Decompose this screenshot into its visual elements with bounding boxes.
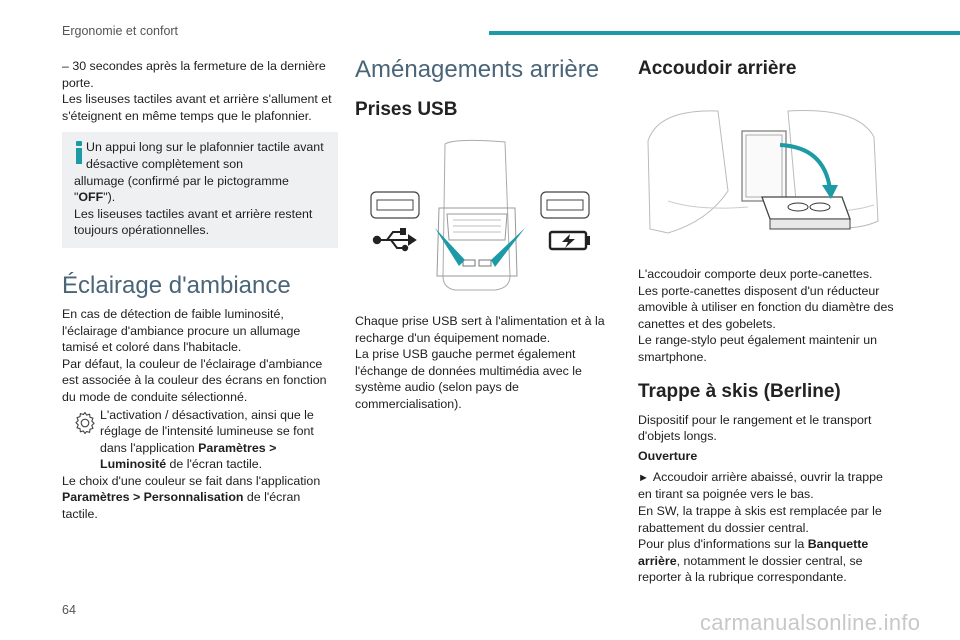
paragraph-usb-2: La prise USB gauche permet également l'échange de données multimédia avec le système audio (selon pays de commercialisation). bbox=[355, 347, 582, 411]
section-title-ambiance: Éclairage d'ambiance bbox=[62, 271, 291, 299]
info-note bbox=[62, 132, 338, 248]
column-3 bbox=[638, 58, 900, 586]
note-line-2: allumage (confirmé par le pictogramme "OFF"). bbox=[74, 173, 289, 205]
paragraph-ski-4: Pour plus d'informations sur la Banquette arrière, notamment le dossier central, se reporter à la rubrique correspondante. bbox=[638, 537, 869, 585]
subheading-opening: Ouverture bbox=[638, 448, 698, 463]
header-accent-bar bbox=[489, 31, 960, 35]
settings-instruction: L'activation / désactivation, ainsi que le réglage de l'intensité lumineuse se font dans l'application Paramètres > Luminosité de l'écran tactile. bbox=[62, 407, 338, 473]
column-1 bbox=[62, 58, 338, 523]
usb-illustration bbox=[355, 136, 595, 296]
running-head: Ergonomie et confort bbox=[62, 24, 179, 38]
subsection-title-ski: Trappe à skis (Berline) bbox=[638, 380, 841, 402]
usb-icon bbox=[374, 229, 415, 250]
charging-battery-icon bbox=[550, 232, 590, 249]
paragraph-armrest-2: Les porte-canettes disposent d'un réducteur amovible à utiliser en fonction du diamètre des canettes et des gobelets. bbox=[638, 283, 894, 331]
arrow-bullet: ► bbox=[638, 471, 649, 484]
paragraph-ambiance-2: Par défaut, la couleur de l'éclairage d'ambiance est associée à la couleur des écrans en fonction du mode de conduite sélectionné. bbox=[62, 356, 327, 404]
page-number: 64 bbox=[62, 603, 76, 617]
paragraph-usb-1: Chaque prise USB sert à l'alimentation et à la recharge d'un équipement nomade. bbox=[355, 314, 605, 345]
paragraph-ski-1: Dispositif pour le rangement et le transport d'objets longs. bbox=[638, 412, 872, 444]
subsection-title-usb: Prises USB bbox=[355, 99, 458, 120]
gear-icon bbox=[72, 410, 98, 436]
subsection-title-armrest: Accoudoir arrière bbox=[638, 58, 797, 79]
info-icon bbox=[75, 141, 83, 165]
section-title-rear: Aménagements arrière bbox=[355, 56, 600, 83]
paragraph-ambiance-4: Le choix d'une couleur se fait dans l'application Paramètres > Personnalisation de l'écran tactile. bbox=[62, 473, 321, 522]
paragraph-armrest-3: Le range-stylo peut également maintenir un smartphone. bbox=[638, 333, 878, 364]
paragraph-ski-3: En SW, la trappe à skis est remplacée par le rabattement du dossier central. bbox=[638, 503, 882, 535]
note-line-3: Les liseuses tactiles avant et arrière restent toujours opérationnelles. bbox=[74, 206, 313, 238]
paragraph-reading-lights: Les liseuses tactiles avant et arrière s'allument et s'éteignent en même temps que le plafonnier. bbox=[62, 92, 332, 123]
column-2 bbox=[355, 58, 617, 413]
paragraph-delay: – 30 secondes après la fermeture de la dernière porte. bbox=[62, 59, 326, 90]
paragraph-ambiance-1: En cas de détection de faible luminosité, l'éclairage d'ambiance procure un allumage tamisé et coloré dans l'habitacle. bbox=[62, 306, 301, 355]
note-line-1: Un appui long sur le plafonnier tactile avant désactive complètement son bbox=[86, 140, 324, 171]
watermark: carmanualsonline.info bbox=[700, 610, 921, 635]
paragraph-armrest-1: L'accoudoir comporte deux porte-canettes. bbox=[638, 267, 873, 281]
armrest-illustration bbox=[638, 101, 900, 251]
paragraph-ski-2: ► Accoudoir arrière abaissé, ouvrir la trappe en tirant sa poignée vers le bas. bbox=[638, 469, 883, 502]
